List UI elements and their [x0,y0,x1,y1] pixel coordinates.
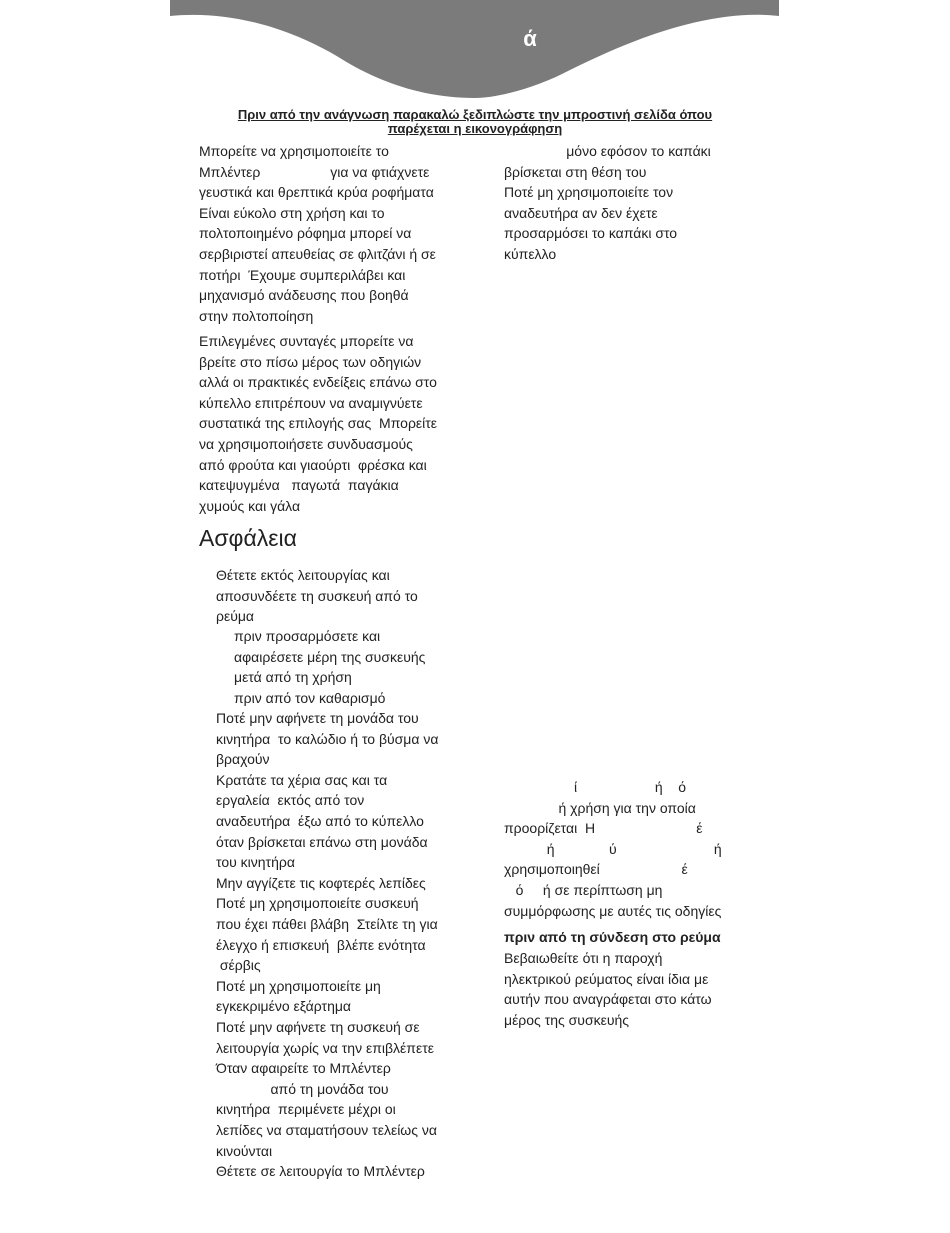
usage-line: ή ύ ή [504,840,722,857]
safety-line: Ποτέ μη χρησιμοποιείτε συσκευή [216,895,419,912]
safety-line: όταν βρίσκεται επάνω στη μονάδα [216,833,428,850]
usage-line: προορίζεται Η έ [504,820,703,837]
safety-line: έλεγχο ή επισκευή βλέπε ενότητα [216,936,426,953]
safety-line: ρεύμα [216,608,255,625]
recipes-line: από φρούτα και γιαούρτι φρέσκα και [199,456,427,473]
header-mark: ά [523,26,537,51]
safety-line: λειτουργία χωρίς να την επιβλέπετε [216,1039,434,1056]
right-top-line: προσαρμόσει το καπάκι στο [504,225,678,242]
safety-line: Κρατάτε τα χέρια σας και τα [216,771,388,788]
recipes-line: χυμούς και γάλα [199,497,301,514]
safety-line: εργαλεία εκτός από τον [216,792,365,809]
intro-line: σερβιριστεί απευθείας σε φλιτζάνι ή σε [199,246,436,262]
right-top-line: αναδευτήρα αν δεν έχετε [504,204,658,221]
safety-subitem: μετά από τη χρήση [234,669,352,686]
safety-line: που έχει πάθει βλάβη Στείλτε τη για [216,916,438,932]
safety-line: σέρβις [216,957,261,974]
intro-line: Είναι εύκολο στη χρήση και το [199,204,385,221]
usage-line: χρησιμοποιηθεί έ [504,861,688,878]
before-line: Βεβαιωθείτε ότι η παροχή [504,950,663,966]
intro-line: γευστικά και θρεπτικά κρύα ροφήματα [199,184,434,201]
notice-line-2: παρέχεται η εικονογράφηση [387,121,563,136]
header-wave-banner [170,0,779,100]
safety-line: Ποτέ μην αφήνετε τη μονάδα του [216,710,419,726]
safety-line: Θέτετε σε λειτουργία το Μπλέντερ [216,1163,425,1180]
safety-subitem: πριν από τον καθαρισμό [234,689,386,706]
usage-line: συμμόρφωσης με αυτές τις οδηγίες [504,902,722,919]
safety-line: του κινητήρα [216,854,295,871]
intro-line: ποτήρι Έχουμε συμπεριλάβει και [199,266,406,283]
before-line: αυτήν που αναγράφεται στο κάτω [504,991,712,1008]
safety-line: εγκεκριμένο εξάρτημα [216,998,352,1015]
before-connecting-heading: πριν από τη σύνδεση στο ρεύμα [504,929,721,945]
recipes-line: να χρησιμοποιήσετε συνδυασμούς [199,436,413,452]
safety-line: Ποτέ μη χρησιμοποιείτε μη [216,977,381,994]
safety-line: Όταν αφαιρείτε το Μπλέντερ [216,1060,391,1077]
notice-line-1: Πριν από την ανάγνωση παρακαλώ ξεδιπλώστε την μπροστινή σελίδα όπου [237,107,713,122]
right-top-line: κύπελλο [504,246,557,262]
recipes-line: συστατικά της επιλογής σας Μπορείτε [199,415,438,432]
recipes-line: Επιλεγμένες συνταγές μπορείτε να [199,333,414,349]
safety-line: από τη μονάδα του [216,1080,389,1097]
safety-line: κινητήρα περιμένετε μέχρι οι [216,1101,396,1118]
safety-line: αποσυνδέετε τη συσκευή από το [216,587,418,604]
safety-heading: Ασφάλεια [199,525,297,551]
recipes-line: κύπελλο επιτρέπουν να αναμιγνύετε [199,394,423,411]
recipes-line: αλλά οι πρακτικές ενδείξεις επάνω στο [199,374,437,391]
fold-out-notice [200,108,750,136]
right-top-line: μόνο εφόσον το καπάκι [504,143,711,159]
safety-line: λεπίδες να σταματήσουν τελείως να [216,1122,437,1138]
right-top-line: βρίσκεται στη θέση του [504,163,647,180]
intro-line: στην πολτοποίηση [199,307,314,324]
safety-line: κινούνται [216,1142,273,1159]
intro-line: Μπορείτε να χρησιμοποιείτε το [199,143,389,159]
safety-subitem: πριν προσαρμόσετε και [234,628,381,644]
safety-line: Θέτετε εκτός λειτουργίας και [216,567,390,583]
before-line: μέρος της συσκευής [504,1011,630,1028]
usage-line: ή χρήση για την οποία [504,799,696,816]
recipes-line: κατεψυγμένα παγωτά παγάκια [199,477,399,494]
safety-subitem: αφαιρέσετε μέρη της συσκευής [234,648,426,665]
safety-line: Ποτέ μην αφήνετε τη συσκευή σε [216,1019,420,1035]
intro-line: μηχανισμό ανάδευσης που βοηθά [199,287,409,304]
usage-line: ό ή σε περίπτωση μη [504,882,663,898]
safety-line: αναδευτήρα έξω από το κύπελλο [216,813,424,829]
safety-line: Μην αγγίζετε τις κοφτερές λεπίδες [216,874,426,891]
safety-line: κινητήρα το καλώδιο ή το βύσμα να [216,730,439,747]
right-top-line: Ποτέ μη χρησιμοποιείτε τον [504,184,674,201]
intro-line: Μπλέντερ για να φτιάχνετε [199,163,430,180]
before-line: ηλεκτρικού ρεύματος είναι ίδια με [504,970,709,987]
safety-line: βραχούν [216,751,270,768]
recipes-line: βρείτε στο πίσω μέρος των οδηγιών [199,353,422,370]
usage-line: ί ή ό [504,779,687,795]
intro-line: πολτοποιημένο ρόφημα μπορεί να [199,225,412,242]
